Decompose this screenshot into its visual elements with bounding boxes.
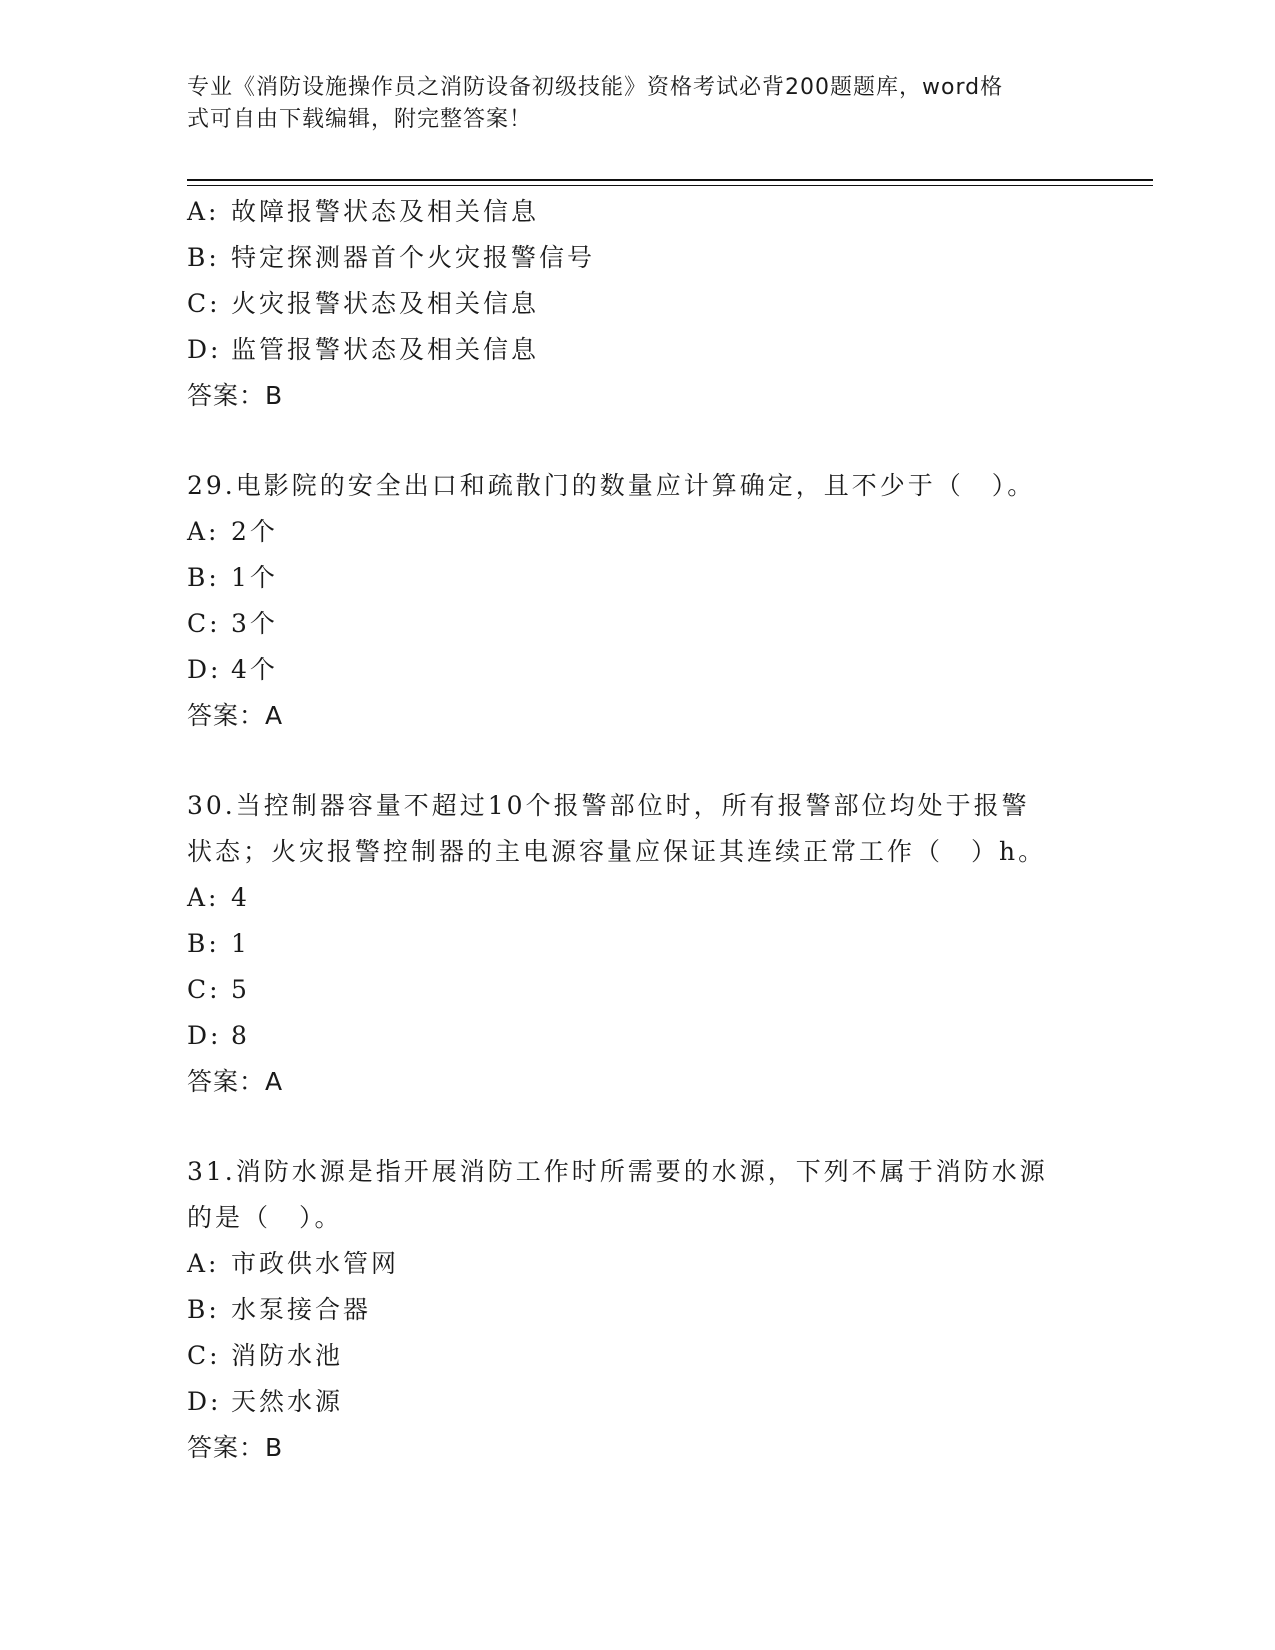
option-letter: B: — [187, 243, 220, 272]
option-d — [187, 327, 1087, 373]
question-29 — [187, 463, 1087, 739]
option-b — [187, 921, 1087, 967]
document-header — [187, 72, 1067, 136]
option-text: 1个 — [231, 563, 278, 592]
option-letter: D: — [187, 1021, 222, 1050]
answer-line: 答案：A — [187, 1067, 284, 1096]
answer-line: 答案：A — [187, 701, 284, 730]
header-line-2: 式可自由下载编辑，附完整答案！ — [187, 107, 533, 132]
option-text: 4个 — [231, 655, 278, 684]
question-30 — [187, 783, 1087, 1105]
option-text: 故障报警状态及相关信息 — [231, 197, 540, 226]
option-a — [187, 189, 1087, 235]
spacer — [187, 1105, 1087, 1149]
header-divider-thick — [187, 179, 1153, 181]
option-letter: C: — [187, 289, 221, 318]
option-text: 特定探测器首个火灾报警信号 — [231, 243, 596, 272]
option-letter: A: — [187, 517, 220, 546]
option-c — [187, 967, 1087, 1013]
option-letter: B: — [187, 563, 220, 592]
option-text: 监管报警状态及相关信息 — [231, 335, 540, 364]
option-b — [187, 555, 1087, 601]
option-text: 天然水源 — [231, 1387, 344, 1416]
answer-line: 答案：B — [187, 1433, 284, 1462]
question-stem-line-2: 状态；火灾报警控制器的主电源容量应保证其连续正常工作（ ）h。 — [187, 837, 1047, 866]
option-letter: C: — [187, 1341, 221, 1370]
option-c — [187, 601, 1087, 647]
spacer — [187, 419, 1087, 463]
option-text: 1 — [231, 929, 250, 958]
answer-line: 答案：B — [187, 381, 284, 410]
option-letter: D: — [187, 655, 222, 684]
question-28-continued — [187, 189, 1087, 419]
option-text: 4 — [231, 883, 250, 912]
option-text: 消防水池 — [231, 1341, 344, 1370]
option-a — [187, 1241, 1087, 1287]
option-letter: A: — [187, 197, 220, 226]
option-text: 火灾报警状态及相关信息 — [231, 289, 540, 318]
option-letter: D: — [187, 335, 222, 364]
option-c — [187, 1333, 1087, 1379]
question-stem: 29.电影院的安全出口和疏散门的数量应计算确定，且不少于（ ）。 — [187, 471, 1036, 500]
option-d — [187, 1379, 1087, 1425]
option-letter: A: — [187, 883, 220, 912]
header-divider-thin — [187, 185, 1153, 186]
option-letter: C: — [187, 609, 221, 638]
option-letter: B: — [187, 1295, 220, 1324]
option-a — [187, 875, 1087, 921]
question-list — [187, 189, 1087, 1471]
question-stem-line-1: 30.当控制器容量不超过10个报警部位时，所有报警部位均处于报警 — [187, 791, 1030, 820]
header-line-1: 专业《消防设施操作员之消防设备初级技能》资格考试必背200题题库，word格 — [187, 75, 1004, 100]
question-stem-line-1: 31.消防水源是指开展消防工作时所需要的水源，下列不属于消防水源 — [187, 1157, 1048, 1186]
option-b — [187, 1287, 1087, 1333]
option-letter: D: — [187, 1387, 222, 1416]
option-d — [187, 647, 1087, 693]
option-a — [187, 509, 1087, 555]
option-letter: A: — [187, 1249, 220, 1278]
option-letter: B: — [187, 929, 220, 958]
spacer — [187, 739, 1087, 783]
option-c — [187, 281, 1087, 327]
question-stem-line-2: 的是（ ）。 — [187, 1203, 343, 1232]
option-b — [187, 235, 1087, 281]
question-31 — [187, 1149, 1087, 1471]
option-d — [187, 1013, 1087, 1059]
option-text: 2个 — [231, 517, 278, 546]
option-text: 3个 — [231, 609, 278, 638]
option-text: 5 — [231, 975, 250, 1004]
option-text: 水泵接合器 — [231, 1295, 372, 1324]
option-text: 8 — [231, 1021, 250, 1050]
option-letter: C: — [187, 975, 221, 1004]
option-text: 市政供水管网 — [231, 1249, 400, 1278]
